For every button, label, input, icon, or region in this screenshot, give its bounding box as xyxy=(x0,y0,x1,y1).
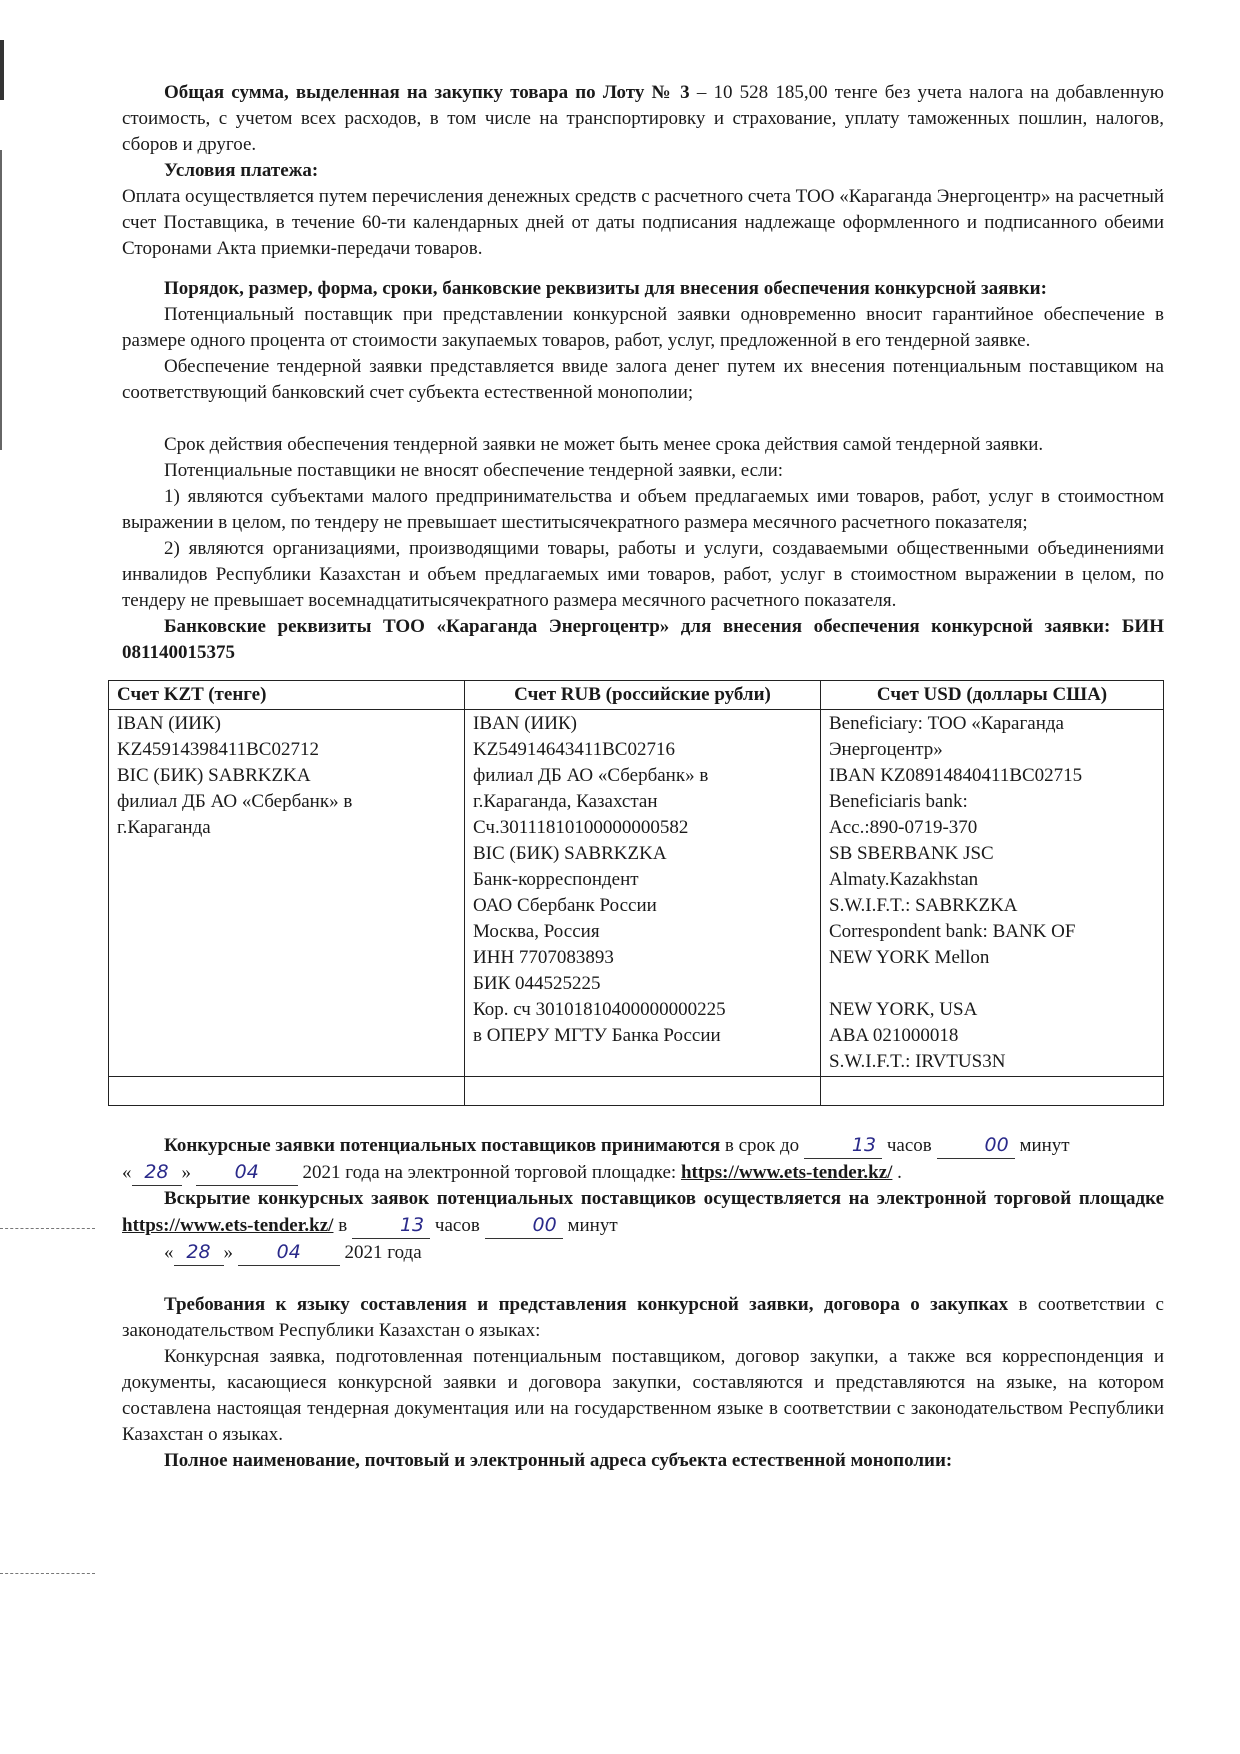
text: » xyxy=(181,1162,191,1183)
handwritten-day: 28 xyxy=(132,1159,182,1186)
rub-account-cell xyxy=(465,710,821,1077)
kzt-column-header: Счет KZT (тенге) xyxy=(109,681,465,710)
usd-line: ABA 021000018 xyxy=(829,1025,959,1046)
text: в срок до xyxy=(720,1135,804,1156)
opening-label: Вскрытие конкурсных заявок потенциальных поставщиков осуществляется на электронной торговой площадке xyxy=(164,1188,1164,1209)
handwritten-minute: 00 xyxy=(485,1212,563,1239)
text: минут xyxy=(1014,1135,1070,1156)
kzt-line: KZ45914398411BC02712 xyxy=(117,739,319,760)
security-paragraph-6: 2) являются организациями, производящими товары, работы и услуги, создаваемыми общественными объединениями инвалидов Республики Казахстан и объем предлагаемых ими товаров, работ, услуг в стоимостном выражении в целом, по тендеру не превышает восемнадцатитысячекратного размера месячного расчетного показателя. xyxy=(122,538,1164,611)
bank-details-heading-text: Банковские реквизиты ТОО «Караганда Энергоцентр» для внесения обеспечения конкурсной заявки: БИН 081140015375 xyxy=(122,616,1164,663)
scan-margin-mark xyxy=(0,150,2,450)
security-paragraph-5: 1) являются субъектами малого предпринимательства и объем предлагаемых ими товаров, работ, услуг в стоимостном выражении в целом, по тендеру не превышает шеститысячекратного размера месячного расчетного показателя; xyxy=(122,486,1164,533)
lot-total-paragraph xyxy=(122,80,1164,158)
handwritten-month: 04 xyxy=(238,1239,340,1266)
payment-text: Оплата осуществляется путем перечисления денежных средств с расчетного счета ТОО «Караганда Энергоцентр» на расчетный счет Поставщика, в течение 60-ти календарных дней от даты подписания надлежаще оформленного и подписанного обеими Сторонами Акта приемки-передачи товаров. xyxy=(122,186,1164,259)
submission-deadline-paragraph xyxy=(122,1132,1164,1159)
address-heading-text: Полное наименование, почтовый и электронный адреса субъекта естественной монополии: xyxy=(164,1450,953,1471)
submission-label: Конкурсные заявки потенциальных поставщиков принимаются xyxy=(164,1135,721,1156)
rub-line: IBAN (ИИК) xyxy=(473,713,577,734)
empty-cell xyxy=(821,1077,1164,1106)
security-heading-text: Порядок, размер, форма, сроки, банковские реквизиты для внесения обеспечения конкурсной заявки: xyxy=(164,278,1047,299)
spacer xyxy=(122,406,1164,432)
rub-line: г.Караганда, Казахстан xyxy=(473,791,658,812)
usd-line: Almaty.Kazakhstan xyxy=(829,869,979,890)
language-text: Конкурсная заявка, подготовленная потенциальным поставщиком, договор закупки, а также вся корреспонденция и документы, касающиеся конкурсной заявки и договора закупки, составляются и представляются на языке, на котором составлена настоящая тендерная документация или на государственном языке в соответствии с законодательством Республики Казахстан о языках. xyxy=(122,1346,1164,1445)
ets-tender-link[interactable]: https://www.ets-tender.kz/ xyxy=(122,1215,334,1236)
table-header-row xyxy=(109,681,1164,710)
submission-date-line xyxy=(122,1159,1164,1186)
bank-details-table xyxy=(108,680,1164,1106)
security-paragraph-1: Потенциальный поставщик при представлении конкурсной заявки одновременно вносит гарантийное обеспечение в размере одного процента от стоимости закупаемых товаров, работ, услуг, предложенной в его тендерной заявке. xyxy=(122,304,1164,351)
lot-total-text: – 10 528 185,00 тенге без учета налога на добавленную стоимость, с учетом всех расходов, в том числе на транспортировку и страхование, уплату таможенных пошлин, налогов, сборов и другое. xyxy=(122,82,1164,155)
scan-dash xyxy=(0,1573,95,1575)
usd-line: Beneficiaris bank: xyxy=(829,791,968,812)
handwritten-day: 28 xyxy=(174,1239,224,1266)
usd-line: SB SBERBANK JSC xyxy=(829,843,994,864)
text: часов xyxy=(882,1135,937,1156)
rub-line: Банк-корреспондент xyxy=(473,869,639,890)
document-page xyxy=(117,80,1164,1474)
text: » xyxy=(223,1242,233,1263)
address-heading xyxy=(122,1448,1164,1474)
spacer xyxy=(122,262,1164,276)
text: « xyxy=(164,1242,174,1263)
lot-total-label: Общая сумма, выделенная на закупку товара по Лоту № 3 xyxy=(164,82,690,103)
usd-line: S.W.I.F.T.: IRVTUS3N xyxy=(829,1051,1006,1072)
text: в соответствии с законодательством Республики Казахстан о языках: xyxy=(122,1294,1164,1341)
kzt-line: филиал ДБ АО «Сбербанк» в xyxy=(117,791,353,812)
kzt-line: BIC (БИК) SABRKZKA xyxy=(117,765,311,786)
kzt-account-cell xyxy=(109,710,465,1077)
language-heading xyxy=(122,1292,1164,1344)
security-paragraph-2: Обеспечение тендерной заявки представляется ввиде залога денег путем их внесения потенциальным поставщиком на соответствующий банковский счет субъекта естественной монополии; xyxy=(122,356,1164,403)
usd-column-header: Счет USD (доллары США) xyxy=(821,681,1164,710)
rub-line: филиал ДБ АО «Сбербанк» в xyxy=(473,765,709,786)
handwritten-month: 04 xyxy=(196,1159,298,1186)
usd-line xyxy=(829,971,1155,997)
rub-line: BIC (БИК) SABRKZKA xyxy=(473,843,667,864)
language-heading-text: Требования к языку составления и представления конкурсной заявки, договора о закупках xyxy=(164,1294,1009,1315)
kzt-line: г.Караганда xyxy=(117,817,211,838)
empty-cell xyxy=(109,1077,465,1106)
usd-line: Beneficiary: ТОО «Караганда xyxy=(829,713,1064,734)
usd-line: Энергоцентр» xyxy=(829,739,943,760)
rub-column-header: Счет RUB (российские рубли) xyxy=(465,681,821,710)
rub-line: Сч.30111810100000000582 xyxy=(473,817,689,838)
rub-line: в ОПЕРУ МГТУ Банка России xyxy=(473,1025,721,1046)
usd-line: S.W.I.F.T.: SABRKZKA xyxy=(829,895,1018,916)
rub-line: ИНН 7707083893 xyxy=(473,947,614,968)
usd-line: Correspondent bank: BANK OF xyxy=(829,921,1076,942)
rub-line: ОАО Сбербанк России xyxy=(473,895,657,916)
spacer xyxy=(122,1106,1164,1132)
text: в xyxy=(333,1215,352,1236)
table-empty-row xyxy=(109,1077,1164,1106)
kzt-line: IBAN (ИИК) xyxy=(117,713,221,734)
security-paragraph-4: Потенциальные поставщики не вносят обеспечение тендерной заявки, если: xyxy=(164,460,784,481)
text: . xyxy=(892,1162,902,1183)
text: « xyxy=(122,1162,132,1183)
table-row xyxy=(109,710,1164,1077)
handwritten-hour: 13 xyxy=(352,1212,430,1239)
usd-line: NEW YORK, USA xyxy=(829,999,978,1020)
usd-account-cell xyxy=(821,710,1164,1077)
text: 2021 года на электронной торговой площадке: xyxy=(302,1162,681,1183)
opening-date-line xyxy=(122,1239,1164,1266)
text: 2021 года xyxy=(344,1242,422,1263)
text: часов xyxy=(430,1215,485,1236)
empty-cell xyxy=(465,1077,821,1106)
ets-tender-link[interactable]: https://www.ets-tender.kz/ xyxy=(680,1162,893,1183)
security-heading xyxy=(122,276,1164,302)
scan-dash xyxy=(0,1228,95,1230)
rub-line: БИК 044525225 xyxy=(473,973,601,994)
payment-heading-text: Условия платежа: xyxy=(164,160,319,181)
bank-details-heading xyxy=(122,614,1164,666)
spacer xyxy=(122,1266,1164,1292)
payment-heading xyxy=(122,158,1164,184)
rub-line: Кор. сч 30101810400000000225 xyxy=(473,999,726,1020)
rub-line: KZ54914643411BC02716 xyxy=(473,739,675,760)
handwritten-minute: 00 xyxy=(937,1132,1015,1159)
security-paragraph-3: Срок действия обеспечения тендерной заявки не может быть менее срока действия самой тендерной заявки. xyxy=(164,434,1044,455)
scan-margin-mark xyxy=(0,40,4,100)
usd-line: Acc.:890-0719-370 xyxy=(829,817,978,838)
rub-line: Москва, Россия xyxy=(473,921,600,942)
usd-line: IBAN KZ08914840411BC02715 xyxy=(829,765,1083,786)
usd-line: NEW YORK Mellon xyxy=(829,947,990,968)
opening-paragraph xyxy=(122,1186,1164,1239)
handwritten-hour: 13 xyxy=(804,1132,882,1159)
text: минут xyxy=(562,1215,618,1236)
